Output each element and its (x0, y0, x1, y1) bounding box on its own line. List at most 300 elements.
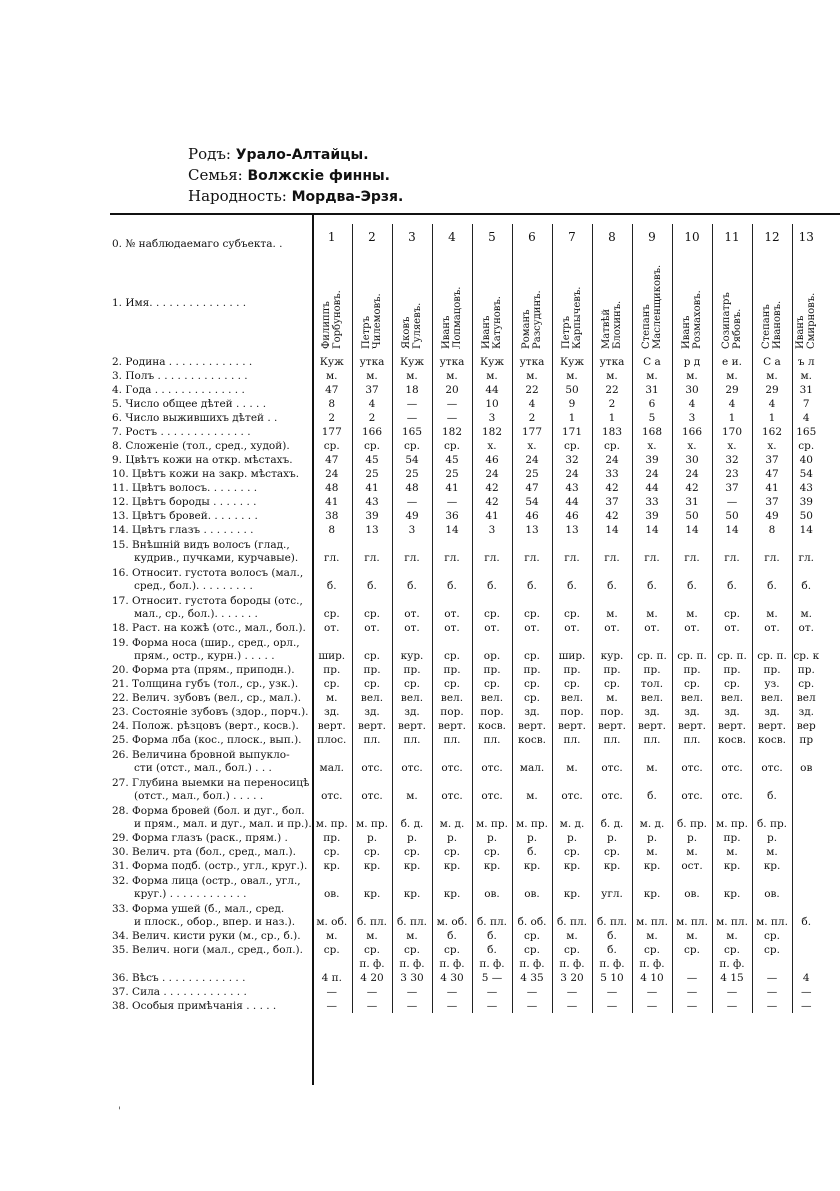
table-row (110, 929, 820, 943)
table-cell: б. пл. (592, 901, 632, 929)
table-cell: гл. (552, 537, 592, 565)
table-cell (672, 957, 712, 971)
table-cell: верт. (632, 719, 672, 733)
table-cell: пр. (552, 663, 592, 677)
table-cell: пл. (392, 733, 432, 747)
table-cell: р. (392, 831, 432, 845)
table-cell: 37 (352, 383, 392, 397)
table-cell: п. ф. (472, 957, 512, 971)
row-label-line: 11. Цвѣтъ волосъ. . . . . . . . (112, 482, 258, 494)
row-label (110, 663, 312, 677)
table-cell: б. (352, 565, 392, 593)
row-label-line: 29. Форма глазъ (раск., прям.) . (112, 832, 288, 844)
table-cell: 43 (552, 481, 592, 495)
table-cell: от. (552, 621, 592, 635)
table-cell: б. (632, 775, 672, 803)
table-cell: м. (712, 929, 752, 943)
table-cell (792, 943, 820, 957)
table-cell: верт. (352, 719, 392, 733)
table-cell: 4 (792, 971, 820, 985)
table-cell: косв. (512, 733, 552, 747)
table-cell: кр. (512, 859, 552, 873)
table-cell: пр. (323, 832, 341, 844)
table-cell: м. (472, 369, 512, 383)
table-cell: б. (792, 565, 820, 593)
table-cell: 39 (632, 509, 672, 523)
row-label (110, 523, 312, 537)
table-cell: 50 (552, 383, 592, 397)
table-cell: гл. (672, 537, 712, 565)
row-label-line: 5. Число общее дѣтей . . . . . (112, 398, 267, 410)
table-cell: ср. п. (672, 635, 712, 663)
table-cell: 182 (472, 425, 512, 439)
table-cell: гл. (512, 537, 552, 565)
table-cell: 2 (512, 411, 552, 425)
table-cell: ср. (552, 439, 592, 453)
table-cell: 13 (512, 523, 552, 537)
table-row (110, 565, 820, 593)
row-label (110, 859, 312, 873)
table-cell: б. пл. (472, 901, 512, 929)
table-cell: — (326, 986, 337, 998)
table-cell: гл. (432, 537, 472, 565)
subject-name: Степанъ Ивановъ. (761, 300, 783, 349)
row-label-line: и плоск., обор., впер. и наз.). (134, 916, 296, 928)
table-cell: 47 (325, 384, 339, 396)
table-cell: б. (472, 929, 512, 943)
table-cell: 4 10 (632, 971, 672, 985)
anthropometric-table (110, 224, 820, 1013)
row-label (110, 873, 312, 901)
table-cell: ср. (352, 635, 392, 663)
table-cell: пр. (392, 663, 432, 677)
table-cell: ср. (752, 943, 792, 957)
table-cell: гл. (592, 537, 632, 565)
table-cell: кр. (323, 860, 341, 872)
subject-number: 8 (592, 224, 632, 251)
row-label (110, 831, 312, 845)
row-label-line: 25. Форма лба (кос., плоск., вып.). (112, 734, 302, 746)
table-cell: Куж (552, 355, 592, 369)
table-row (110, 775, 820, 803)
table-cell: пор. (552, 705, 592, 719)
table-cell: ср. (472, 593, 512, 621)
table-cell: б. (392, 565, 432, 593)
table-row (110, 943, 820, 957)
table-cell: кр. (352, 873, 392, 901)
table-cell: 3 (472, 411, 512, 425)
table-row (110, 411, 820, 425)
table-cell: ср. (712, 593, 752, 621)
table-cell: — (752, 985, 792, 999)
table-cell: — (432, 985, 472, 999)
table-cell: 1 (752, 411, 792, 425)
table-cell: 177 (512, 425, 552, 439)
table-cell: 3 (392, 523, 432, 537)
row-label-line: 28. Форма бровей (бол. и дуг., бол. (112, 805, 305, 817)
table-cell: 170 (712, 425, 752, 439)
table-cell: 47 (512, 481, 552, 495)
table-cell: уз. (752, 677, 792, 691)
table-cell: ср. (392, 845, 432, 859)
row-label (110, 705, 312, 719)
table-cell: 54 (392, 453, 432, 467)
table-cell: м. (592, 691, 632, 705)
table-cell: ср. (792, 677, 820, 691)
table-cell: 39 (792, 495, 820, 509)
table-cell: ср. (592, 439, 632, 453)
table-cell: пр. (323, 664, 341, 676)
row-label-line: (отст., мал., бол.) . . . . . (134, 790, 264, 802)
table-cell: зд. (632, 705, 672, 719)
table-cell: утка (432, 355, 472, 369)
table-cell: — (752, 999, 792, 1013)
row-label-line: 38. Особыя примѣчанія . . . . . (112, 1000, 277, 1012)
subject-number: 12 (752, 224, 792, 251)
subject-name: Петръ Чилемовъ. (361, 293, 383, 349)
table-cell: 5 10 (592, 971, 632, 985)
table-row (110, 901, 820, 929)
table-cell: Куж (319, 356, 344, 368)
table-cell: от. (432, 621, 472, 635)
table-cell: ср. (432, 677, 472, 691)
table-cell: кр. (632, 859, 672, 873)
table-cell: от. (324, 622, 340, 634)
table-cell: ср. (323, 846, 340, 858)
table-cell: 39 (352, 509, 392, 523)
table-cell: ср. (552, 943, 592, 957)
table-cell: пр. (512, 663, 552, 677)
table-cell: — (392, 397, 432, 411)
table-cell (312, 957, 352, 971)
table-cell: 41 (752, 481, 792, 495)
table-cell: м. (325, 370, 338, 382)
row-label-line: мал., ср., бол.). . . . . . . (134, 608, 258, 620)
table-cell: 41 (325, 496, 339, 508)
table-cell: отс. (712, 775, 752, 803)
row-label-line: 13. Цвѣтъ бровей. . . . . . . . (112, 510, 258, 522)
table-cell: ср. (352, 943, 392, 957)
table-cell: верт. (432, 719, 472, 733)
table-row (110, 495, 820, 509)
row-label (110, 943, 312, 957)
subject-name-cell (352, 251, 392, 355)
subject-name-cell (592, 251, 632, 355)
row-label-line: 9. Цвѣтъ кожи на откр. мѣстахъ. (112, 454, 293, 466)
subject-name-cell (312, 251, 352, 355)
table-cell: гл. (392, 537, 432, 565)
table-cell: р д (672, 355, 712, 369)
table-cell: м. (632, 369, 672, 383)
table-cell: м. (792, 369, 820, 383)
table-cell: вел. (392, 691, 432, 705)
table-cell: С а (632, 355, 672, 369)
table-cell: х. (632, 439, 672, 453)
row-label-line: 16. Относит. густота волосъ (мал., (112, 567, 304, 579)
rod-value: Урало-Алтайцы. (235, 147, 369, 163)
row-label (110, 719, 312, 733)
table-cell: пр. (672, 663, 712, 677)
table-cell: 165 (392, 425, 432, 439)
table-cell: ов. (752, 873, 792, 901)
table-cell: п. ф. (392, 957, 432, 971)
table-cell: 37 (752, 495, 792, 509)
subject-name: Матвѣй Блохинъ. (601, 300, 623, 349)
table-cell: м. об. (432, 901, 472, 929)
table-cell: б. (552, 565, 592, 593)
table-cell: х. (712, 439, 752, 453)
table-row (110, 523, 820, 537)
table-cell: 9 (552, 397, 592, 411)
row-label (110, 224, 312, 251)
subject-name-cell (672, 251, 712, 355)
table-top-rule (110, 213, 840, 215)
table-cell: шир. (318, 650, 346, 662)
table-cell: 36 (432, 509, 472, 523)
table-cell: ср. (672, 677, 712, 691)
table-cell: плос. (317, 734, 347, 746)
table-cell: кр. (352, 859, 392, 873)
table-cell: б. пл. (552, 901, 592, 929)
table-cell: — (432, 495, 472, 509)
table-cell: м. (632, 929, 672, 943)
table-cell: 30 (672, 453, 712, 467)
table-cell: вел. (632, 691, 672, 705)
table-cell: 13 (552, 523, 592, 537)
row-label (110, 383, 312, 397)
table-cell: верт. (512, 719, 552, 733)
row-label-line: 6. Число выжившихъ дѣтей . . (112, 412, 278, 424)
table-row (110, 705, 820, 719)
table-cell: верт. (752, 719, 792, 733)
table-cell: 45 (432, 453, 472, 467)
table-cell: от. (392, 621, 432, 635)
table-cell: пл. (592, 733, 632, 747)
table-cell: 10 (472, 397, 512, 411)
table-cell: — (552, 985, 592, 999)
table-cell: м. (352, 929, 392, 943)
table-cell: м. пр. (512, 803, 552, 831)
table-row (110, 453, 820, 467)
table-cell: 4 п. (321, 972, 342, 984)
row-label (110, 509, 312, 523)
table-cell: 54 (512, 495, 552, 509)
subject-name-cell (512, 251, 552, 355)
table-cell: от. (352, 621, 392, 635)
table-cell: — (512, 985, 552, 999)
table-cell: зд. (512, 705, 552, 719)
table-cell: — (392, 495, 432, 509)
table-cell: 4 (512, 397, 552, 411)
table-cell: ср. (672, 943, 712, 957)
row-label-line: 36. Вѣсъ . . . . . . . . . . . . . (112, 972, 246, 984)
table-cell: б. (472, 565, 512, 593)
row-label-line: сти (отст., мал., бол.) . . . (134, 762, 272, 774)
table-cell: гл. (712, 537, 752, 565)
table-cell: вер (792, 719, 820, 733)
subject-name: Иванъ Розмаховъ. (681, 290, 703, 349)
row-label (110, 425, 312, 439)
table-cell: 46 (472, 453, 512, 467)
table-cell: 31 (632, 383, 672, 397)
table-cell: 4 (792, 411, 820, 425)
row-label (110, 481, 312, 495)
table-cell: м. (632, 845, 672, 859)
table-cell: от. (632, 621, 672, 635)
table-row (110, 439, 820, 453)
table-cell: мал. (319, 762, 344, 774)
row-label-line: 3. Полъ . . . . . . . . . . . . . . (112, 370, 248, 382)
table-cell: 49 (752, 509, 792, 523)
table-row-names (110, 251, 820, 355)
table-cell: от. (752, 621, 792, 635)
table-cell: — (712, 985, 752, 999)
table-cell: гл. (323, 552, 340, 564)
table-cell: пр (792, 733, 820, 747)
table-cell: м. (552, 369, 592, 383)
table-cell: 44 (552, 495, 592, 509)
table-cell: е и. (712, 355, 752, 369)
table-cell: 3 (472, 523, 512, 537)
table-cell: ср. (352, 845, 392, 859)
table-cell: 3 (672, 411, 712, 425)
subject-name-cell (552, 251, 592, 355)
subject-name: Созипатръ Рябовъ. (721, 292, 743, 349)
row-label-line: круг.) . . . . . . . . . . . . (134, 888, 247, 900)
header-family (188, 165, 403, 186)
table-cell: кур. (392, 635, 432, 663)
table-cell: кр. (712, 873, 752, 901)
subject-name-cell (752, 251, 792, 355)
table-cell: — (792, 985, 820, 999)
table-row (110, 677, 820, 691)
table-row (110, 383, 820, 397)
row-label (110, 537, 312, 565)
table-cell: б. пр. (672, 803, 712, 831)
table-cell: косв. (752, 733, 792, 747)
subject-number: 7 (552, 224, 592, 251)
table-cell: — (752, 971, 792, 985)
table-cell: 4 (672, 397, 712, 411)
subject-name-cell (712, 251, 752, 355)
table-cell: косв. (472, 719, 512, 733)
table-cell: — (392, 985, 432, 999)
table-cell: ср. (792, 439, 820, 453)
table-cell: ср. п. (632, 635, 672, 663)
table-cell: 1 (552, 411, 592, 425)
table-cell: 31 (672, 495, 712, 509)
table-cell: м. (432, 369, 472, 383)
table-cell: кр. (632, 873, 672, 901)
table-cell: ост. (672, 859, 712, 873)
table-cell: р. (432, 831, 472, 845)
table-cell: 162 (752, 425, 792, 439)
table-cell: — (392, 411, 432, 425)
family-value: Волжскіе финны. (247, 168, 390, 184)
table-cell: 7 (792, 397, 820, 411)
table-cell (752, 957, 792, 971)
table-cell: пр. (632, 663, 672, 677)
table-cell: верт. (592, 719, 632, 733)
table-cell: м. (325, 692, 338, 704)
row-label (110, 397, 312, 411)
subject-number: 13 (792, 224, 820, 251)
table-cell: б. (712, 565, 752, 593)
table-cell: пр. (432, 663, 472, 677)
table-cell: — (712, 495, 752, 509)
table-cell: — (326, 1000, 337, 1012)
row-label-line: 15. Внѣшній видъ волосъ (глад., (112, 539, 290, 551)
table-cell: верт. (672, 719, 712, 733)
table-cell: ср. (323, 440, 340, 452)
subject-name: Петръ Карпычевъ. (561, 286, 583, 349)
table-row (110, 985, 820, 999)
table-cell: — (592, 999, 632, 1013)
row-label (110, 593, 312, 621)
table-cell: зд. (792, 705, 820, 719)
subject-name: Иванъ Катуновъ. (481, 296, 503, 349)
table-cell (792, 929, 820, 943)
table-cell: 37 (592, 495, 632, 509)
table-cell: от. (512, 621, 552, 635)
table-cell: — (352, 985, 392, 999)
table-cell: 22 (512, 383, 552, 397)
table-cell: х. (752, 439, 792, 453)
table-cell: — (712, 999, 752, 1013)
table-cell: х. (672, 439, 712, 453)
table-cell: 48 (325, 482, 339, 494)
table-cell: пл. (672, 733, 712, 747)
table-cell: ср. (472, 845, 512, 859)
table-cell: 4 (352, 397, 392, 411)
table-cell: 8 (328, 524, 336, 536)
table-cell: 46 (552, 509, 592, 523)
table-cell: ср. (432, 439, 472, 453)
table-cell: п. ф. (712, 957, 752, 971)
row-label-line: сред., бол.). . . . . . . . . (134, 580, 253, 592)
table-cell: 14 (632, 523, 672, 537)
table-cell: ср. (432, 943, 472, 957)
table-cell: м. (712, 845, 752, 859)
table-cell: 42 (672, 481, 712, 495)
table-cell (792, 775, 820, 803)
table-cell: отс. (472, 775, 512, 803)
table-cell: кр. (752, 859, 792, 873)
table-cell: ср. (512, 677, 552, 691)
row-label-line: 37. Сила . . . . . . . . . . . . . (112, 986, 247, 998)
table-cell: 14 (672, 523, 712, 537)
table-cell: зд. (672, 705, 712, 719)
table-row (110, 733, 820, 747)
table-cell: пр. (712, 663, 752, 677)
family-label: Семья: (188, 166, 243, 184)
row-label-line: 4. Года . . . . . . . . . . . . . . (112, 384, 245, 396)
table-cell (792, 831, 820, 845)
table-cell: м. (672, 929, 712, 943)
table-cell: гл. (792, 537, 820, 565)
table-cell: отс. (672, 775, 712, 803)
table-cell: С а (752, 355, 792, 369)
table-cell: 50 (672, 509, 712, 523)
table-row (110, 537, 820, 565)
table-cell: м. (592, 369, 632, 383)
table-cell: п. ф. (552, 957, 592, 971)
table-row (110, 425, 820, 439)
table-cell: м. (752, 369, 792, 383)
table-cell: б. (472, 943, 512, 957)
table-cell: ср. (323, 944, 340, 956)
table-cell: м. (672, 593, 712, 621)
